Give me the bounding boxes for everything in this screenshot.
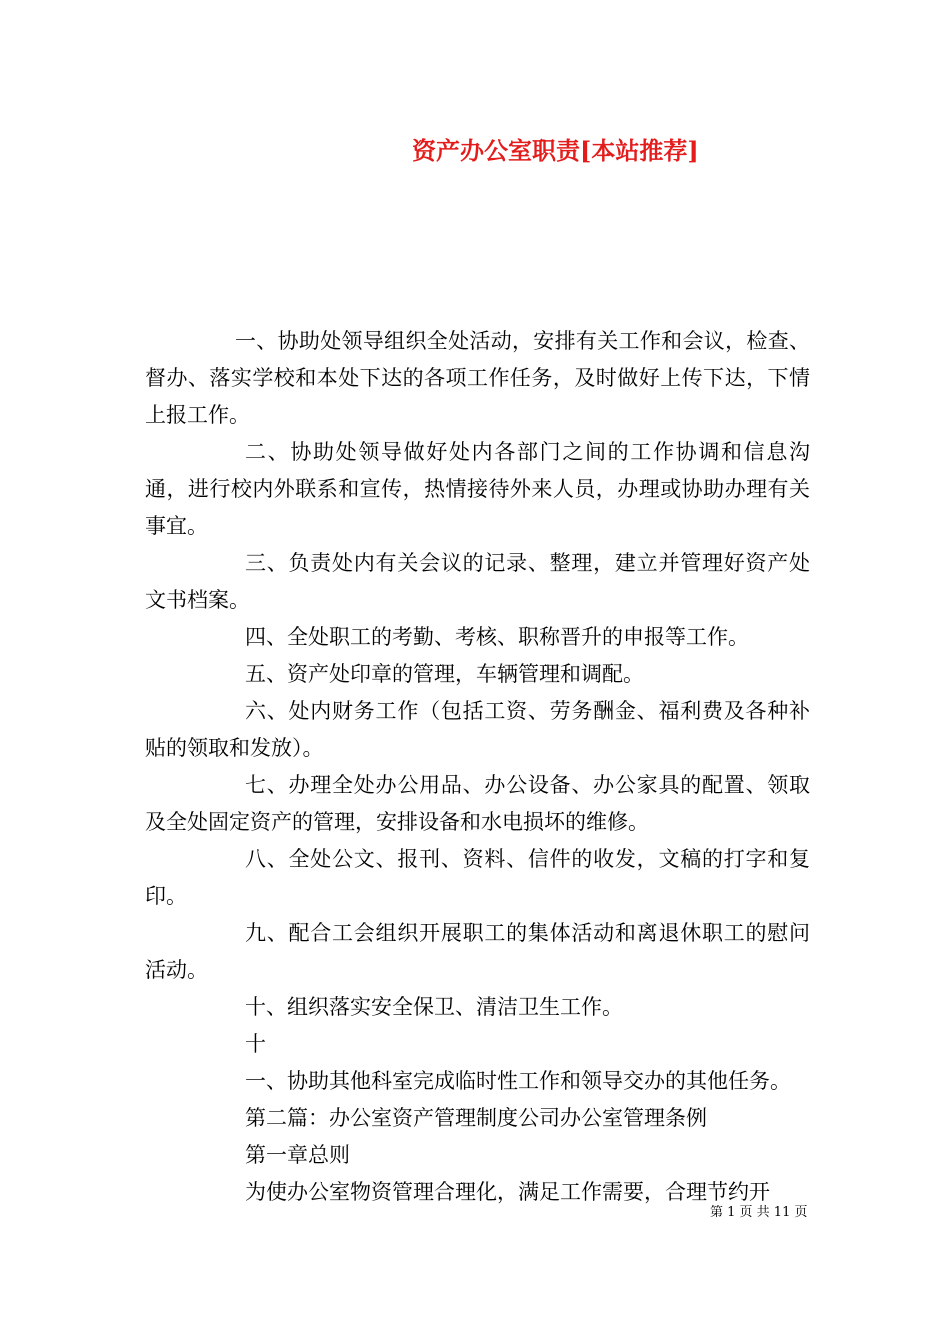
paragraph-15: 为使办公室物资管理合理化，满足工作需要，合理节约开 xyxy=(245,1180,770,1204)
paragraph-4: 四、全处职工的考勤、考核、职称晋升的申报等工作。 xyxy=(245,625,749,649)
paragraph-1: 一、协助处领导组织全处活动，安排有关工作和会议，检查、督办、落实学校和本处下达的各项工作任务，及时做好上传下达，下情上报工作。 xyxy=(145,329,810,427)
paragraph-10: 十、组织落实安全保卫、清洁卫生工作。 xyxy=(245,995,623,1019)
paragraph-12: 一、协助其他科室完成临时性工作和领导交办的其他任务。 xyxy=(245,1069,791,1093)
paragraph-5: 五、资产处印章的管理，车辆管理和调配。 xyxy=(245,662,644,686)
paragraph-8: 八、全处公文、报刊、资料、信件的收发，文稿的打字和复印。 xyxy=(145,847,810,908)
paragraph-11: 十 xyxy=(245,1032,266,1056)
paragraph-2: 二、协助处领导做好处内各部门之间的工作协调和信息沟通，进行校内外联系和宣传，热情接待外来人员，办理或协助办理有关事宜。 xyxy=(145,440,810,538)
paragraph-3: 三、负责处内有关会议的记录、整理，建立并管理好资产处文书档案。 xyxy=(145,551,810,612)
document-body xyxy=(145,323,810,1211)
chapter-heading: 第一章总则 xyxy=(245,1143,350,1167)
paragraph-6: 六、处内财务工作（包括工资、劳务酬金、福利费及各种补贴的领取和发放）。 xyxy=(145,699,810,760)
section-heading: 第二篇：办公室资产管理制度公司办公室管理条例 xyxy=(245,1106,707,1130)
page-footer: 第 1 页 共 11 页 xyxy=(710,1205,808,1220)
document-title: 资产办公室职责[本站推荐] xyxy=(412,136,699,165)
paragraph-7: 七、办理全处办公用品、办公设备、办公家具的配置、领取及全处固定资产的管理，安排设备和水电损坏的维修。 xyxy=(145,773,810,834)
paragraph-9: 九、配合工会组织开展职工的集体活动和离退休职工的慰问活动。 xyxy=(145,921,810,982)
